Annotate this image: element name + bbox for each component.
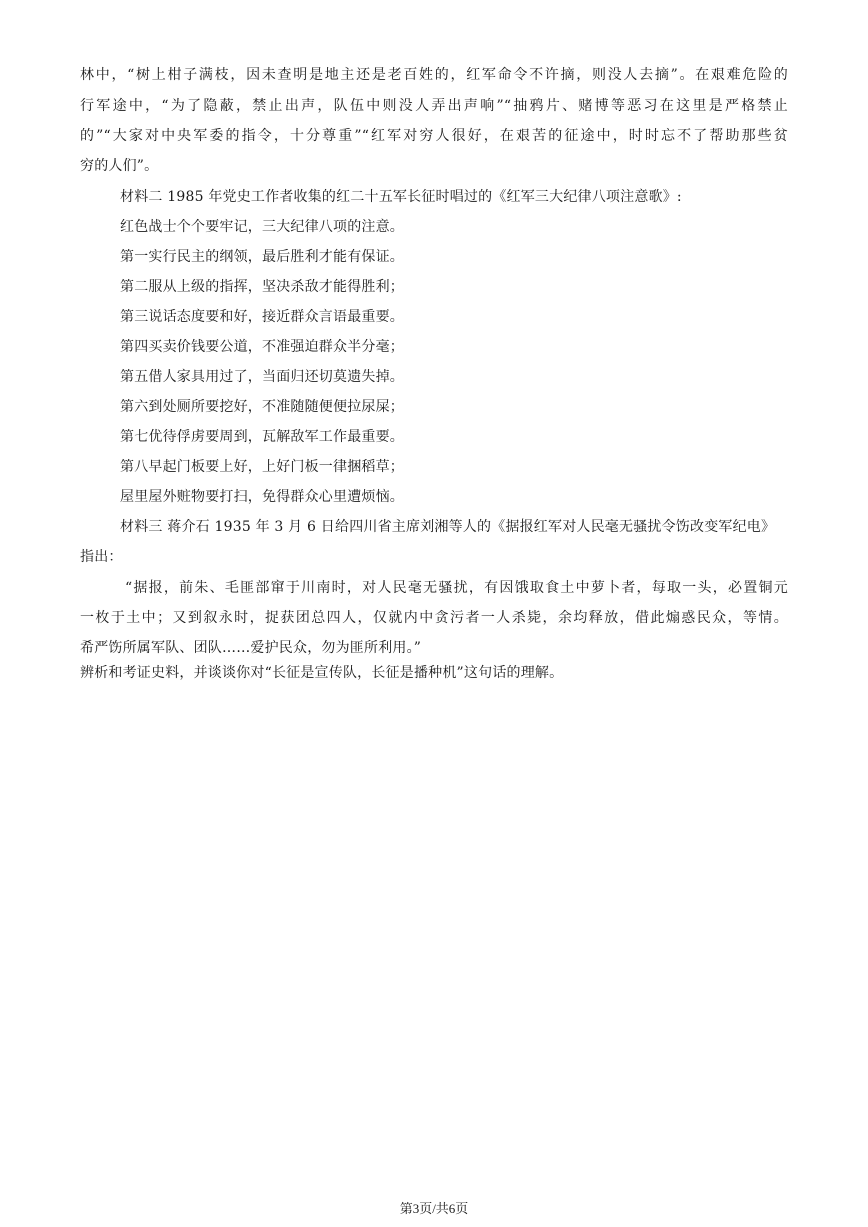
material3-quote-line1: “据报，前朱、毛匪部窜于川南时，对人民毫无骚扰，有因饿取食土中萝卜者，每取一头，必置铜元: [125, 580, 788, 596]
lyric-line: 第七优待俘虏要周到，瓦解敌军工作最重要。: [120, 429, 404, 445]
lyric-line: 第六到处厕所要挖好，不准随随便便拉尿屎；: [120, 399, 404, 415]
material3-quote-line2: 一枚于土中；又到叙永时，捉获团总四人，仅就内中贪污者一人杀毙，余均释放，借此煽惑民众，等情。: [80, 610, 788, 626]
paragraph1-line1: 林中，“树上柑子满枝，因未查明是地主还是老百姓的，红军命令不许摘，则没人去摘”。在艰难危险的: [80, 67, 788, 83]
question-text: 辨析和考证史料，并谈谈你对“长征是宣传队，长征是播种机”这句话的理解。: [80, 665, 564, 681]
paragraph1-line2: 行军途中，“为了隐蔽，禁止出声，队伍中则没人弄出声响”“抽鸦片、赌博等恶习在这里是严格禁止: [80, 98, 788, 114]
lyric-line: 第八早起门板要上好，上好门板一律捆稻草；: [120, 459, 404, 475]
material3-intro-line1: 材料三 蒋介石 1935 年 3 月 6 日给四川省主席刘湘等人的《据报红军对人民毫无骚扰令饬改变军纪电》: [120, 519, 776, 535]
page-number-footer: 第3页/共6页: [399, 1201, 469, 1216]
paragraph1-line4: 穷的人们”。: [80, 158, 159, 174]
paragraph1-line3: 的”“大家对中央军委的指令，十分尊重”“红军对穷人很好，在艰苦的征途中，时时忘不了帮助那些贫: [80, 128, 788, 144]
lyric-line: 第三说话态度要和好，接近群众言语最重要。: [120, 309, 404, 325]
lyric-line: 第五借人家具用过了，当面归还切莫遗失掉。: [120, 369, 404, 385]
material2-intro: 材料二 1985 年党史工作者收集的红二十五军长征时唱过的《红军三大纪律八项注意歌》:: [120, 189, 682, 205]
lyric-line: 第二服从上级的指挥，坚决杀敌才能得胜利；: [120, 279, 404, 295]
lyric-line: 第一实行民主的纲领，最后胜利才能有保证。: [120, 249, 404, 265]
material3-quote-line3: 希严饬所属军队、团队……爱护民众，勿为匪所利用。”: [80, 640, 422, 656]
material3-intro-line2: 指出：: [80, 549, 123, 565]
lyric-line: 红色战士个个要牢记，三大纪律八项的注意。: [120, 219, 404, 235]
lyric-line: 屋里屋外赃物要打扫，免得群众心里遭烦恼。: [120, 489, 404, 505]
lyric-line: 第四买卖价钱要公道，不准强迫群众半分毫；: [120, 339, 404, 355]
